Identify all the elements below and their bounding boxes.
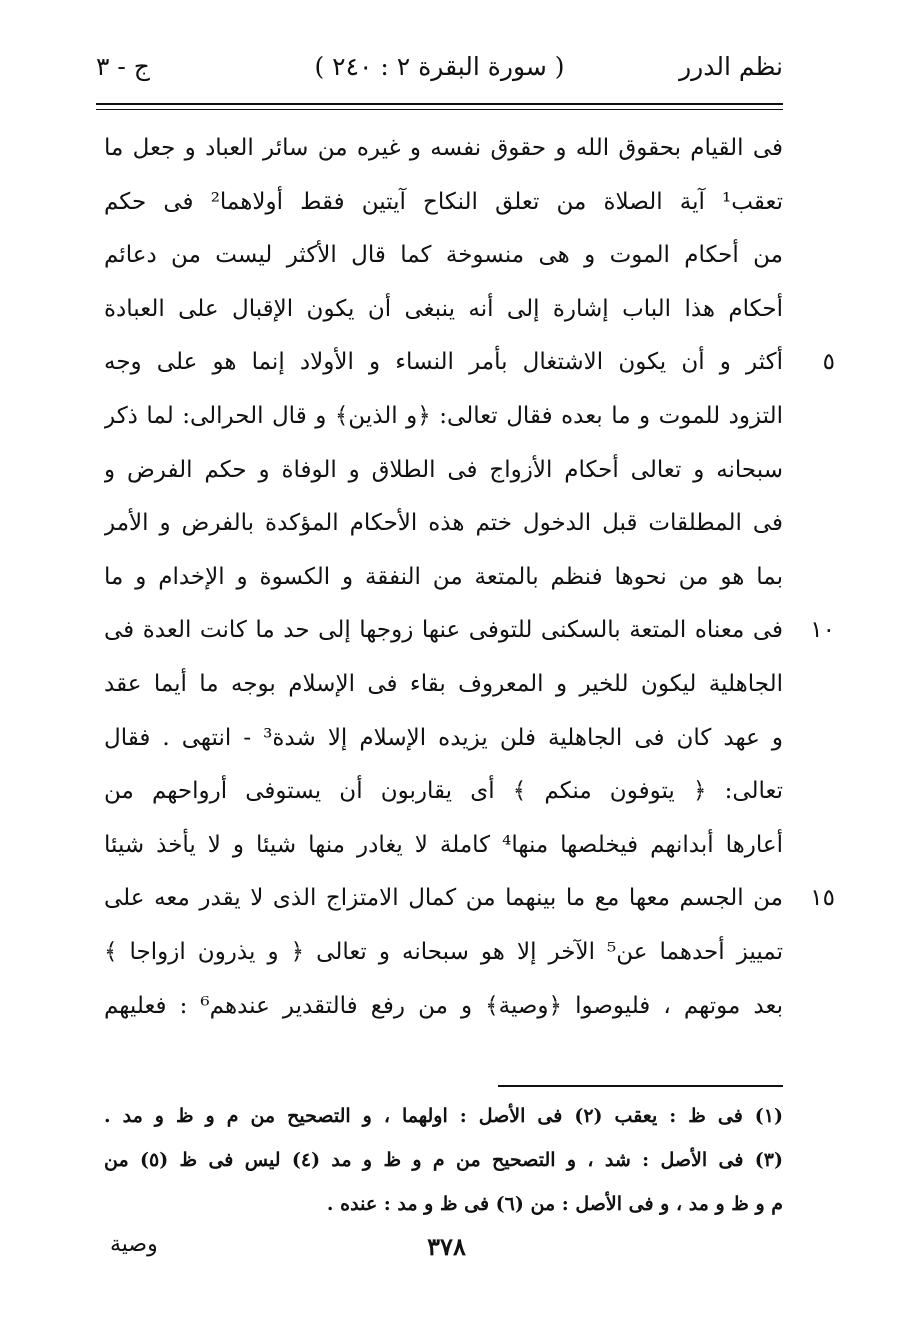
header-rule-thick — [96, 103, 783, 105]
footnotes — [104, 1094, 783, 1226]
main-text — [104, 122, 835, 1033]
text-line-content: سبحانه و تعالى أحكام الأزواج فى الطلاق و الوفاة و حكم الفرض و — [104, 456, 783, 483]
text-line — [104, 122, 783, 176]
text-line — [104, 444, 783, 498]
text-line-content: تعقب¹ آية الصلاة من تعلق النكاح آيتين فقط أولاهما² فى حكم — [104, 188, 783, 215]
text-line — [104, 604, 835, 658]
line-number: ١٥ — [810, 885, 835, 912]
text-line — [104, 176, 783, 230]
text-line-content: و عهد كان فى الجاهلية فلن يزيده الإسلام إلا شدة³ - انتهى . فقال — [104, 724, 783, 751]
book-title: نظم الدرر — [679, 52, 783, 81]
text-line — [104, 283, 783, 337]
text-line — [104, 819, 783, 873]
text-line-content: أكثر و أن يكون الاشتغال بأمر النساء و الأولاد إنما هو على وجه — [104, 349, 783, 376]
text-line — [104, 336, 835, 390]
text-line-content: بما هو من نحوها فنظم بالمتعة من النفقة و الكسوة و الإخدام و ما — [104, 563, 783, 590]
header-rule-thin — [96, 109, 783, 110]
text-line-content: تمييز أحدهما عن⁵ الآخر إلا هو سبحانه و تعالى ﴿ و يذرون ازواجا ﴾ — [104, 938, 783, 965]
text-line — [104, 390, 783, 444]
surah-reference: ( سورة البقرة ٢ : ٢٤٠ ) — [314, 52, 565, 81]
text-line-content: تعالى: ﴿ يتوفون منكم ﴾ أى يقاربون أن يستوفى أرواحهم من — [104, 778, 783, 805]
page-footer — [110, 1232, 783, 1272]
text-line — [104, 551, 783, 605]
text-line-content: أحكام هذا الباب إشارة إلى أنه ينبغى أن يكون الإقبال على العبادة — [104, 295, 783, 322]
line-number: ١٠ — [810, 617, 835, 644]
running-header — [96, 52, 783, 96]
text-line-content: من أحكام الموت و هى منسوخة كما قال الأكثر ليست من دعائم — [104, 242, 783, 269]
text-line — [104, 926, 783, 980]
text-line-content: فى القيام بحقوق الله و حقوق نفسه و غيره من سائر العباد و جعل ما — [104, 135, 783, 161]
text-line — [104, 712, 783, 766]
text-line-content: الجاهلية ليكون للخير و المعروف بقاء فى الإسلام بوجه ما أيما عقد — [104, 670, 783, 697]
page-number: ٣٧٨ — [427, 1232, 466, 1261]
line-number: ٥ — [822, 349, 835, 376]
catchword: وصية — [110, 1232, 158, 1257]
text-line-content: التزود للموت و ما بعده فقال تعالى: ﴿و الذين﴾ و قال الحرالى: لما ذكر — [104, 402, 783, 429]
text-line — [104, 497, 783, 551]
text-line — [104, 765, 783, 819]
volume-label: ج - ٣ — [96, 52, 150, 81]
text-line-content: بعد موتهم ، فليوصوا ﴿وصية﴾ و من رفع فالتقدير عندهم⁶ : فعليهم — [104, 992, 783, 1019]
text-line-content: فى المطلقات قبل الدخول ختم هذه الأحكام المؤكدة بالفرض و الأمر — [104, 510, 783, 537]
text-line-content: من الجسم معها مع ما بينهما من كمال الامتزاج الذى لا يقدر معه على — [104, 885, 783, 912]
text-line — [104, 229, 783, 283]
text-line — [104, 980, 783, 1034]
footnote-separator — [498, 1085, 783, 1087]
text-line — [104, 872, 835, 926]
text-line — [104, 658, 783, 712]
footnote-line: م و ظ و مد ، و فى الأصل : من (٦) فى ظ و مد : عنده . — [326, 1193, 783, 1215]
text-line-content: فى معناه المتعة بالسكنى للتوفى عنها زوجها إلى حد ما كانت العدة فى — [104, 617, 783, 644]
footnote-line: (١) فى ظ : يعقب (٢) فى الأصل : اولهما ، و التصحيح من م و ظ و مد . — [104, 1105, 783, 1127]
text-line-content: أعارها أبدانهم فيخلصها منها⁴ كاملة لا يغادر منها شيئا و لا يأخذ شيئا — [104, 831, 783, 858]
footnote-line: (٣) فى الأصل : شد ، و التصحيح من م و ظ و مد (٤) ليس فى ظ (٥) من — [104, 1149, 783, 1171]
